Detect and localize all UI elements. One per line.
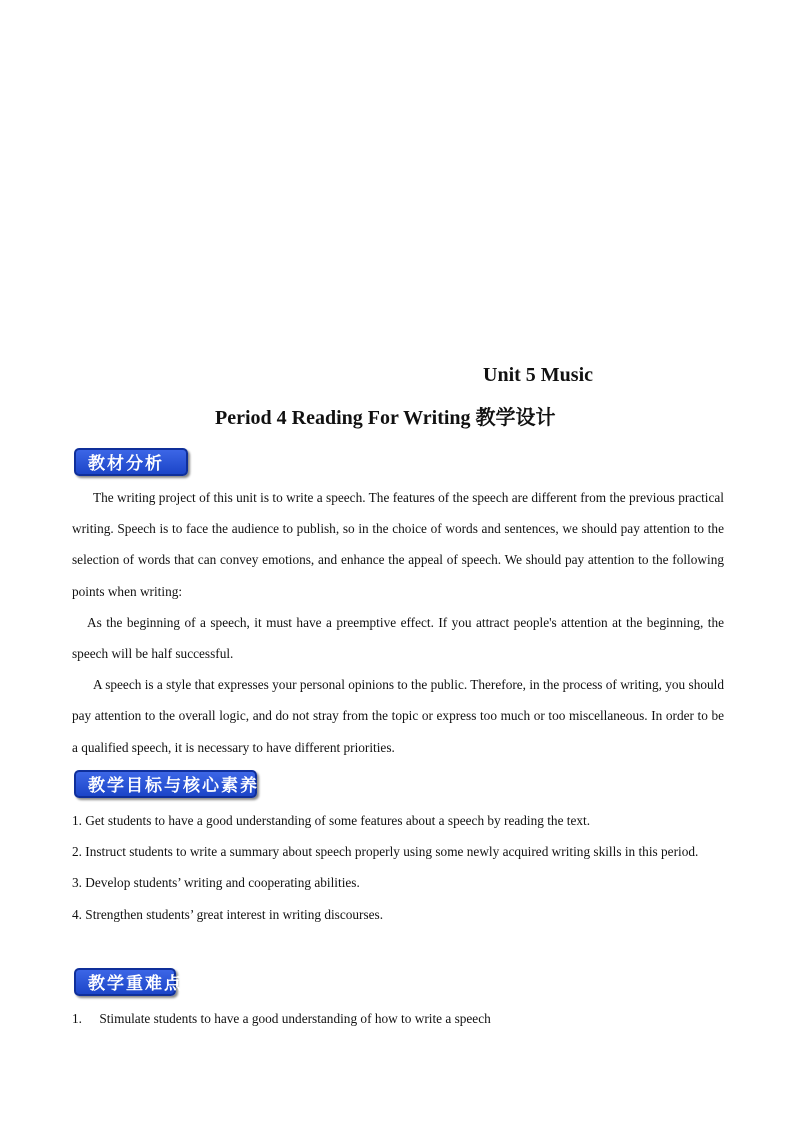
unit-title: Unit 5 Music [483, 364, 593, 386]
list-text: Stimulate students to have a good understanding of how to write a speech [99, 1011, 491, 1026]
section-body-key-difficulties [72, 1003, 724, 1034]
list-item: 4. Strengthen students’ great interest in writing discourses. [72, 906, 384, 922]
list-item: 3. Develop students’ writing and cooperating abilities. [72, 875, 360, 891]
list-item: 1. Get students to have a good understanding of some features about a speech by reading the text. [72, 813, 591, 828]
paragraph: A speech is a style that expresses your personal opinions to the public. Therefore, in the process of writing, you should pay attention to the overall logic, and do not stray from the topic or express too much or too miscellaneous. In order to be a qualified speech, it is necessary to have different priorities. [72, 677, 724, 755]
section-body-textbook-analysis [72, 482, 724, 763]
list-item: 2. Instruct students to write a summary about speech properly using some newly acquired writing skills in this period. [72, 844, 699, 860]
lesson-title: Period 4 Reading For Writing 教学设计 [215, 407, 556, 429]
section-heading-teaching-objectives: 教学目标与核心素养 [74, 770, 257, 798]
list-item [72, 1003, 724, 1034]
paragraph: The writing project of this unit is to write a speech. The features of the speech are different from the previous practical writing. Speech is to face the audience to publish, so in the choice of words and sentences, we should pay attention to the selection of words that can convey emotions, and enhance the appeal of speech. We should pay attention to the following points when writing: [72, 490, 724, 599]
section-body-teaching-objectives [72, 805, 724, 930]
section-heading-key-difficulties: 教学重难点 [74, 968, 176, 996]
paragraph: As the beginning of a speech, it must have a preemptive effect. If you attract people's attention at the beginning, the speech will be half successful. [72, 614, 724, 662]
list-number: 1. [72, 1011, 82, 1026]
section-heading-textbook-analysis: 教材分析 [74, 448, 188, 476]
